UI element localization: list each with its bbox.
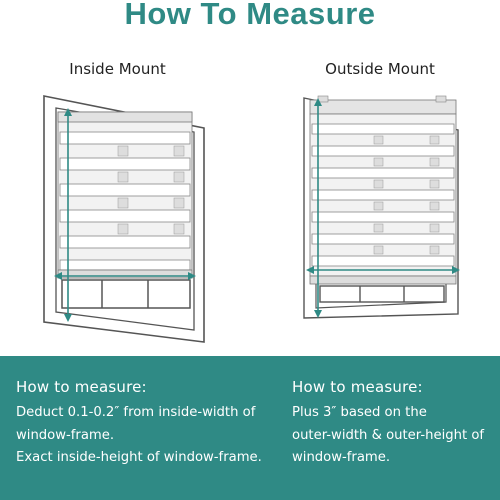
page-title: How To Measure xyxy=(124,0,376,31)
outside-mount-heading: Outside Mount xyxy=(325,60,435,78)
inside-instructions-title: How to measure: xyxy=(16,378,147,396)
bracket-left xyxy=(318,96,328,102)
outside-instruction-line: Plus 3″ based on the xyxy=(292,405,427,420)
inside-instruction-line: window-frame. xyxy=(16,427,115,443)
outside-instruction-line: outer-width & outer-height of xyxy=(292,427,485,443)
inside-instruction-line: Deduct 0.1-0.2″ from inside-width of xyxy=(16,405,256,420)
outside-mount-illustration xyxy=(300,94,460,326)
blind-headrail xyxy=(58,112,192,122)
instructions-panel xyxy=(0,356,500,500)
inside-mount-illustration xyxy=(38,90,218,350)
outside-instructions-title: How to measure: xyxy=(292,378,423,396)
outside-instruction-line: window-frame. xyxy=(292,450,391,465)
inside-instruction-line: Exact inside-height of window-frame. xyxy=(16,450,262,465)
inside-instructions xyxy=(16,378,276,470)
blind-bottom-rail xyxy=(310,276,456,284)
inside-mount-heading: Inside Mount xyxy=(69,60,166,78)
outside-instructions xyxy=(292,378,492,470)
bracket-right xyxy=(436,96,446,102)
blind-headrail xyxy=(310,100,456,114)
